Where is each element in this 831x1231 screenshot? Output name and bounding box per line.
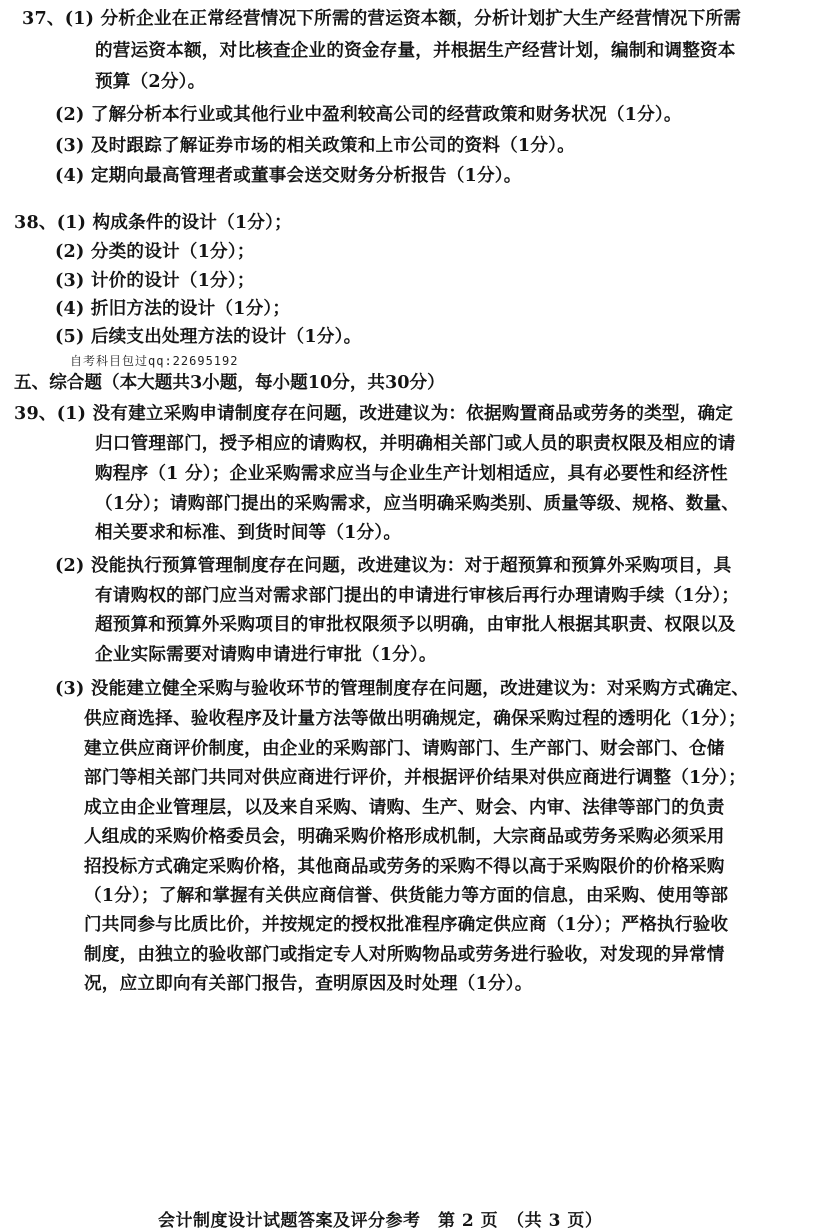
item-label: (2) bbox=[55, 555, 85, 576]
question-number: 38、 bbox=[14, 212, 57, 233]
q39-item-3-line-7: 招投标方式确定采购价格，其他商品或劳务的采购不得以高于采购限价的价格采购 bbox=[84, 856, 725, 877]
q37-line-2: 的营运资本额，对比核查企业的资金存量，并根据生产经营计划，编制和调整资本 bbox=[95, 40, 736, 61]
q37-item-3 bbox=[55, 135, 575, 157]
item-label: (1) bbox=[56, 212, 87, 233]
q39-item-2-line-3: 超预算和预算外采购项目的审批权限须予以明确，由审批人根据其职责、权限以及 bbox=[95, 614, 736, 635]
q38-item-2 bbox=[55, 241, 255, 263]
q39-item-2-line-2: 有请购权的部门应当对需求部门提出的申请进行审核后再行办理请购手续（1分）； bbox=[95, 585, 740, 606]
answer-text: 分析企业在正常经营情况下所需的营运资本额，分析计划扩大生产经营情况下所需 bbox=[100, 8, 742, 29]
q39-item-3-line-6: 人组成的采购价格委员会，明确采购价格形成机制，大宗商品或劳务采购必须采用 bbox=[84, 826, 725, 847]
q39-item-3-line-10: 制度，由独立的验收部门或指定专人对所购物品或劳务进行验收，对发现的异常情 bbox=[84, 944, 725, 965]
section-heading: 五、综合题（本大题共3小题，每小题10分，共30分） bbox=[14, 372, 445, 393]
q38-item-5 bbox=[55, 326, 361, 348]
item-label: (4) bbox=[55, 298, 85, 319]
answer-text: 及时跟踪了解证券市场的相关政策和上市公司的资料（1分）。 bbox=[90, 135, 575, 156]
q39-item-1-line-5: 相关要求和标准、到货时间等（1分）。 bbox=[95, 522, 402, 543]
q37-item-4 bbox=[55, 165, 522, 187]
q38-item-3 bbox=[55, 270, 255, 292]
q39-item-2-line-1 bbox=[55, 555, 731, 577]
item-label: (5) bbox=[55, 326, 85, 347]
q39-item-3-line-1 bbox=[55, 678, 749, 700]
page-footer: 会计制度设计试题答案及评分参考 第 2 页 （共 3 页） bbox=[158, 1211, 603, 1231]
q38-item-1 bbox=[14, 212, 292, 234]
item-label: (1) bbox=[64, 8, 95, 29]
item-label: (2) bbox=[55, 104, 85, 125]
question-number: 39、 bbox=[14, 403, 57, 424]
answer-text: 没能建立健全采购与验收环节的管理制度存在问题，改进建议为：对采购方式确定、 bbox=[90, 678, 750, 699]
q37-line-3: 预算（2分）。 bbox=[95, 71, 206, 92]
answer-text: 计价的设计（1分）； bbox=[90, 270, 255, 291]
q38-item-4 bbox=[55, 298, 290, 320]
q39-item-2-line-4: 企业实际需要对请购申请进行审批（1分）。 bbox=[95, 644, 437, 665]
answer-text: 折旧方法的设计（1分）； bbox=[90, 298, 291, 319]
q39-item-3-line-9: 门共同参与比质比价，并按规定的授权批准程序确定供应商（1分）；严格执行验收 bbox=[84, 914, 729, 935]
item-label: (4) bbox=[55, 165, 85, 186]
item-label: (3) bbox=[55, 270, 85, 291]
q37-line-1 bbox=[22, 8, 741, 30]
watermark-text: 自考科目包过qq:22695192 bbox=[70, 354, 239, 368]
item-label: (3) bbox=[55, 678, 85, 699]
q39-item-1-line-2: 归口管理部门，授予相应的请购权，并明确相关部门或人员的职责权限及相应的请 bbox=[95, 433, 736, 454]
q39-item-1-line-3: 购程序（1 分）；企业采购需求应当与企业生产计划相适应，具有必要性和经济性 bbox=[95, 463, 728, 484]
q39-item-3-line-11: 况，应立即向有关部门报告，查明原因及时处理（1分）。 bbox=[84, 973, 533, 994]
item-label: (3) bbox=[55, 135, 85, 156]
item-label: (2) bbox=[55, 241, 85, 262]
q39-item-1-line-1 bbox=[14, 403, 733, 425]
answer-text: 定期向最高管理者或董事会送交财务分析报告（1分）。 bbox=[90, 165, 522, 186]
q39-item-1-line-4: （1分）；请购部门提出的采购需求，应当明确采购类别、质量等级、规格、数量、 bbox=[95, 493, 740, 514]
q39-item-3-line-2: 供应商选择、验收程序及计量方法等做出明确规定，确保采购过程的透明化（1分）； bbox=[84, 708, 747, 729]
answer-text: 了解分析本行业或其他行业中盈利较高公司的经营政策和财务状况（1分）。 bbox=[90, 104, 682, 125]
answer-text: 分类的设计（1分）； bbox=[90, 241, 255, 262]
q39-item-3-line-5: 成立由企业管理层，以及来自采购、请购、生产、财会、内审、法律等部门的负责 bbox=[84, 797, 725, 818]
q39-item-3-line-8: （1分）；了解和掌握有关供应商信誉、供货能力等方面的信息，由采购、使用等部 bbox=[84, 885, 729, 906]
item-label: (1) bbox=[56, 403, 87, 424]
answer-text: 没能执行预算管理制度存在问题，改进建议为：对于超预算和预算外采购项目，具 bbox=[90, 555, 732, 576]
answer-text: 没有建立采购申请制度存在问题，改进建议为：依据购置商品或劳务的类型，确定 bbox=[92, 403, 734, 424]
q39-item-3-line-3: 建立供应商评价制度，由企业的采购部门、请购部门、生产部门、财会部门、仓储 bbox=[84, 738, 725, 759]
question-number: 37、 bbox=[22, 8, 65, 29]
answer-text: 构成条件的设计（1分）； bbox=[92, 212, 292, 233]
answer-text: 后续支出处理方法的设计（1分）。 bbox=[90, 326, 362, 347]
q39-item-3-line-4: 部门等相关部门共同对供应商进行评价，并根据评价结果对供应商进行调整（1分）； bbox=[84, 767, 747, 788]
q37-item-2 bbox=[55, 104, 682, 126]
